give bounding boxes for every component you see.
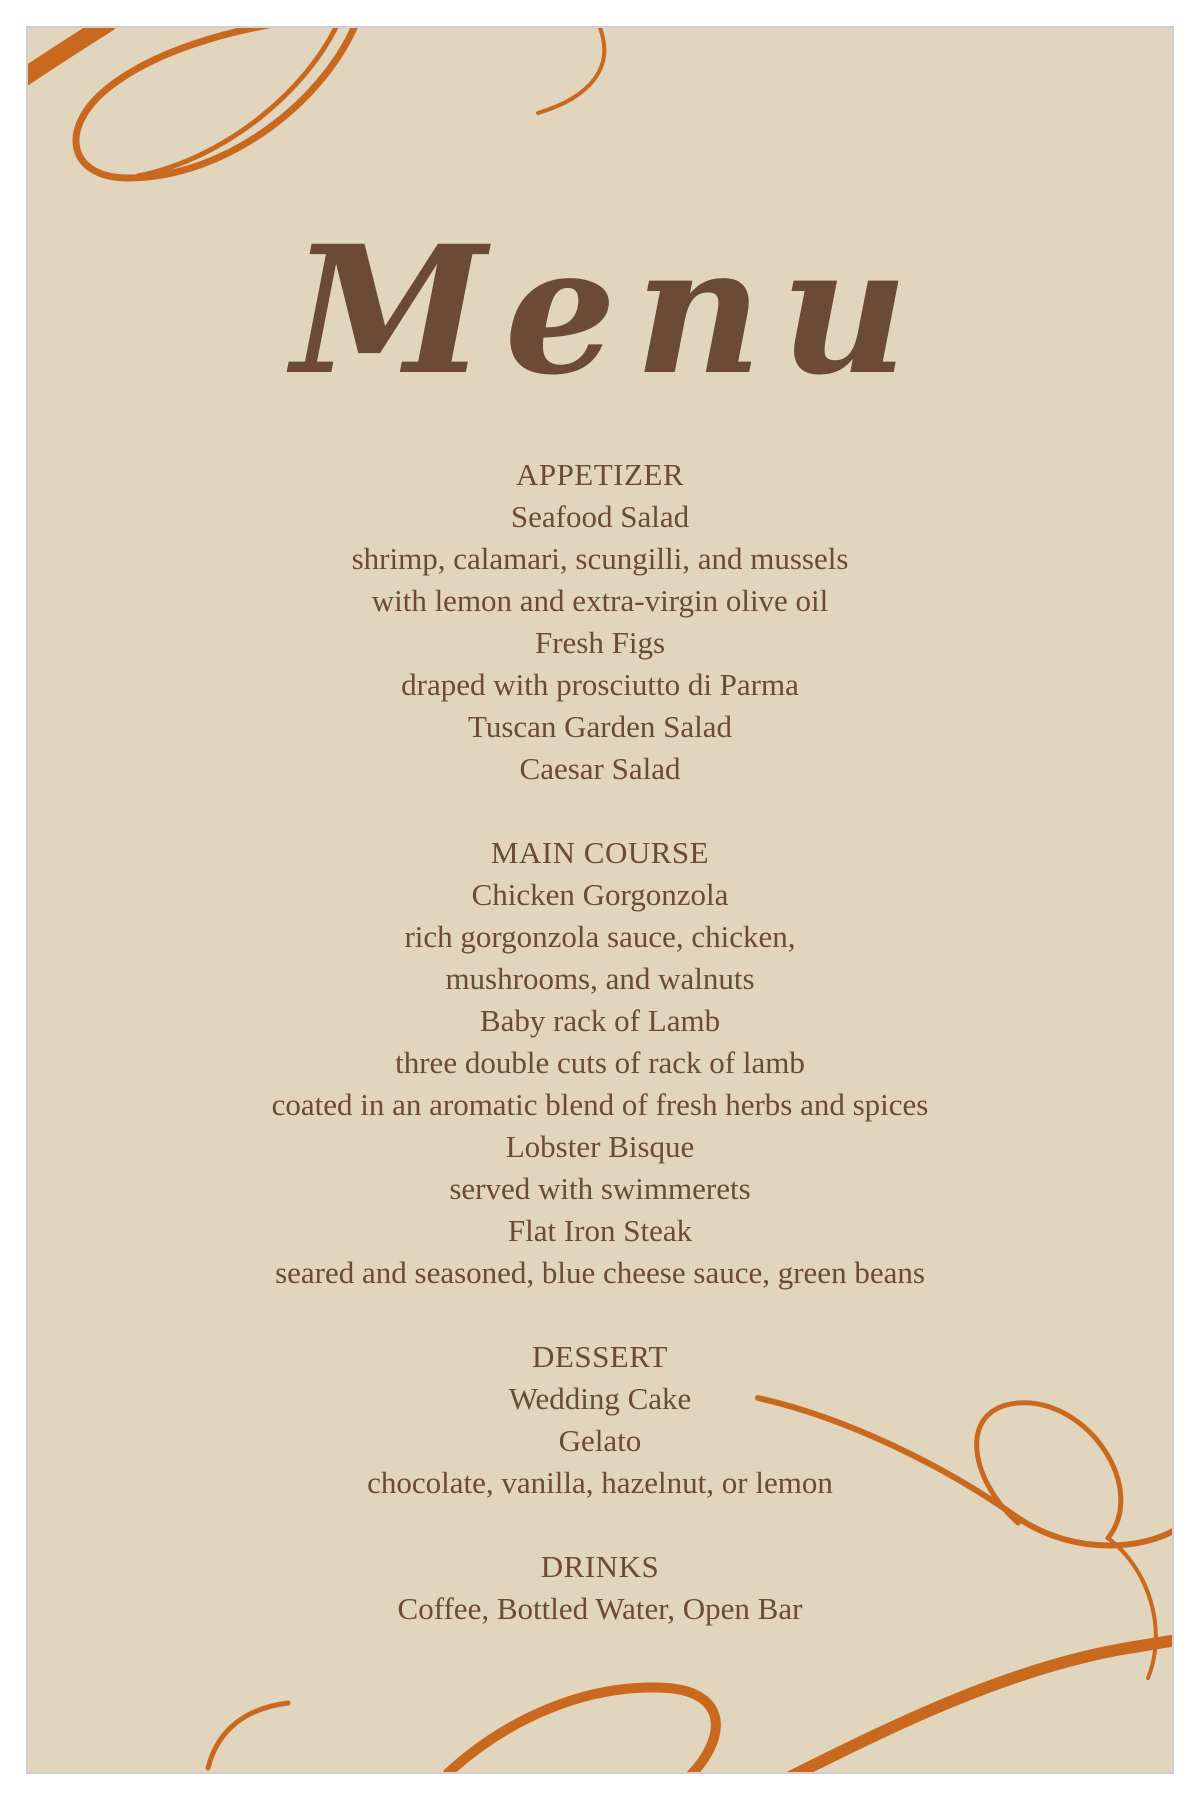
menu-item-description: served with swimmerets <box>449 1171 751 1206</box>
menu-item-description: with lemon and extra-virgin olive oil <box>371 583 829 618</box>
menu-item-description: coated in an aromatic blend of fresh herbs and spices <box>271 1087 929 1122</box>
menu-content <box>28 454 1172 1672</box>
top-left-loop <box>76 28 358 178</box>
section-heading: APPETIZER <box>515 457 685 492</box>
menu-item: Lobster Bisque <box>505 1129 695 1164</box>
menu-item-description: chocolate, vanilla, hazelnut, or lemon <box>367 1465 833 1500</box>
section-appetizer <box>28 454 1172 790</box>
menu-item: Fresh Figs <box>534 625 666 660</box>
bottom-left-curl <box>208 1703 288 1768</box>
section-main-course <box>28 832 1172 1294</box>
section-dessert <box>28 1336 1172 1504</box>
menu-item: Seafood Salad <box>510 499 690 534</box>
menu-item: Gelato <box>558 1423 642 1458</box>
menu-title: Menu <box>291 207 927 414</box>
menu-card <box>26 26 1174 1774</box>
menu-item-description: mushrooms, and walnuts <box>445 961 755 996</box>
section-heading: DRINKS <box>540 1549 660 1584</box>
menu-item-description: shrimp, calamari, scungilli, and mussels <box>351 541 849 576</box>
menu-item: Chicken Gorgonzola <box>471 877 729 912</box>
menu-item: Flat Iron Steak <box>507 1213 693 1248</box>
section-heading: MAIN COURSE <box>490 835 710 870</box>
top-right-curl <box>538 28 604 113</box>
section-drinks <box>28 1546 1172 1630</box>
top-left-swirl <box>28 28 108 78</box>
menu-item: Tuscan Garden Salad <box>467 709 733 744</box>
menu-item-description: seared and seasoned, blue cheese sauce, green beans <box>275 1255 925 1290</box>
menu-item: Wedding Cake <box>508 1381 692 1416</box>
menu-item: Caesar Salad <box>519 751 681 786</box>
section-heading: DESSERT <box>532 1339 668 1374</box>
bottom-center-swoop <box>448 1688 716 1774</box>
menu-item-description: draped with prosciutto di Parma <box>401 667 799 702</box>
menu-item: Coffee, Bottled Water, Open Bar <box>397 1591 803 1626</box>
menu-item-description: rich gorgonzola sauce, chicken, <box>404 919 796 954</box>
menu-item: Baby rack of Lamb <box>479 1003 721 1038</box>
menu-item-description: three double cuts of rack of lamb <box>395 1045 805 1080</box>
